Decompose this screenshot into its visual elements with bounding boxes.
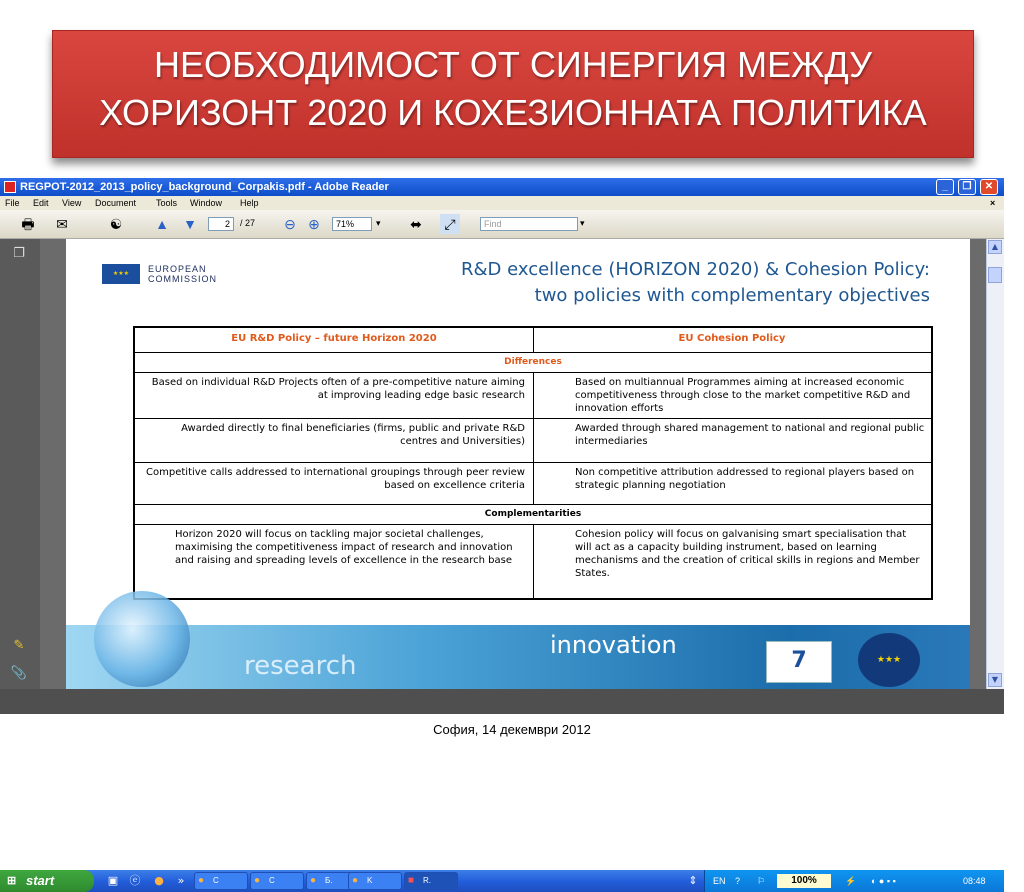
- fp7-logo: 7: [766, 641, 832, 683]
- tray-icons[interactable]: ◐ ● ▪ ▪: [871, 876, 896, 886]
- footer-word-research: research: [244, 651, 357, 681]
- taskbar-scroll-icon[interactable]: ⇕: [688, 874, 698, 887]
- menu-window[interactable]: Window: [190, 198, 223, 208]
- quick-launch-firefox-icon[interactable]: ●: [154, 874, 164, 887]
- col2-header: EU Cohesion Policy: [678, 333, 786, 344]
- footer-banner: [66, 625, 970, 689]
- table-column-divider: [533, 524, 534, 600]
- attachments-icon[interactable]: 📎: [10, 666, 28, 681]
- quick-launch-word-icon[interactable]: ▣: [107, 874, 119, 887]
- table-divider: [135, 352, 931, 353]
- table-row-3-left: Competitive calls addressed to international groupings through peer review based on excellence criteria: [146, 467, 525, 491]
- scroll-up-icon[interactable]: ▲: [988, 240, 1002, 254]
- taskbar-item-label: R.: [423, 876, 431, 885]
- col1-header: EU R&D Policy – future Horizon 2020: [231, 333, 437, 344]
- menu-document[interactable]: Document: [95, 198, 137, 208]
- page-number-input[interactable]: 2: [208, 217, 234, 231]
- page-title-line1: R&D excellence (HORIZON 2020) & Cohesion Policy:: [460, 259, 930, 280]
- fit-width-icon[interactable]: ⬌: [410, 216, 422, 232]
- previous-page-icon[interactable]: ▲: [155, 216, 169, 232]
- system-tray: [704, 870, 1004, 892]
- slide-title-line2: ХОРИЗОНТ 2020 И КОХЕЗИОННАТА ПОЛИТИКА: [99, 92, 927, 133]
- print-icon[interactable]: 🖶: [21, 216, 35, 232]
- table-divider: [135, 504, 931, 505]
- menu-file[interactable]: File: [5, 198, 20, 208]
- collaborate-icon[interactable]: ☯: [109, 216, 123, 232]
- firefox-icon: ●: [352, 875, 359, 886]
- firefox-icon: ●: [198, 875, 205, 886]
- window-title: REGPOT-2012_2013_policy_background_Corpakis.pdf - Adobe Reader: [20, 181, 389, 193]
- windows-logo-icon: ⊞: [7, 875, 17, 887]
- find-input[interactable]: Find: [480, 217, 578, 231]
- find-dropdown-icon[interactable]: ▾: [580, 218, 585, 228]
- taskbar-item-label: C: [269, 876, 275, 885]
- complementarities-label: Complementarities: [484, 509, 582, 519]
- battery-indicator[interactable]: 100%: [777, 874, 831, 888]
- taskbar-item-label: C: [213, 876, 219, 885]
- power-plug-icon[interactable]: ⚡: [845, 876, 857, 886]
- windows-taskbar: [0, 870, 1004, 892]
- firefox-icon: ●: [310, 875, 317, 886]
- clock: 08:48: [963, 876, 986, 886]
- innovation-union-logo: ★★★: [858, 633, 920, 687]
- zoom-level-select[interactable]: 71%: [332, 217, 372, 231]
- table-row-1-right: Based on multiannual Programmes aiming at increased economic competitiveness through close to the market competitive R&D and innovation efforts: [575, 377, 911, 414]
- start-label: start: [26, 873, 55, 888]
- page-total-label: / 27: [240, 218, 256, 228]
- taskbar-item-label: Б.: [325, 876, 333, 885]
- table-column-divider: [533, 372, 534, 504]
- firefox-icon: ●: [254, 875, 261, 886]
- table-row-2-left: Awarded directly to final beneficiaries (firms, public and private R&D centres and Universities): [181, 423, 525, 447]
- document-pane: [40, 239, 986, 689]
- slide-title-line1: НЕОБХОДИМОСТ ОТ СИНЕРГИЯ МЕЖДУ: [153, 44, 873, 85]
- taskbar-item[interactable]: [250, 872, 304, 890]
- close-button[interactable]: ✕: [980, 179, 998, 195]
- taskbar-item-active[interactable]: [404, 872, 458, 890]
- window-titlebar: [0, 178, 1004, 196]
- footer-word-innovation: innovation: [550, 631, 677, 659]
- zoom-dropdown-icon[interactable]: ▾: [376, 218, 381, 228]
- email-icon[interactable]: ✉: [56, 216, 68, 232]
- restore-button[interactable]: ❐: [958, 179, 976, 195]
- slide-caption: София, 14 декември 2012: [433, 722, 591, 737]
- navigation-panel: [0, 239, 40, 689]
- globe-graphic: [94, 591, 190, 687]
- adobe-reader-icon: ■: [408, 875, 415, 886]
- table-row-3-right: Non competitive attribution addressed to regional players based on strategic planning negotiation: [575, 467, 915, 491]
- logo-line1: EUROPEAN: [148, 264, 207, 274]
- menu-help[interactable]: Help: [240, 198, 259, 208]
- pages-icon[interactable]: ❐: [13, 246, 25, 261]
- taskbar-item[interactable]: [348, 872, 402, 890]
- logo-line2: COMMISSION: [148, 274, 218, 284]
- doc-close-button[interactable]: ×: [990, 198, 996, 208]
- menu-bar: [0, 196, 1004, 210]
- comparison-table: [133, 326, 933, 600]
- menu-tools[interactable]: Tools: [156, 198, 178, 208]
- quick-launch-more-icon[interactable]: »: [177, 874, 185, 887]
- complementarity-left: Horizon 2020 will focus on tackling major societal challenges, maximising the competitiveness impact of research and innovation and raising and spreading levels of excellence in the research base: [175, 529, 513, 566]
- table-row-2-right: Awarded through shared management to national and regional public intermediaries: [575, 423, 925, 447]
- help-icon[interactable]: ?: [735, 876, 741, 886]
- menu-view[interactable]: View: [62, 198, 82, 208]
- zoom-in-icon[interactable]: ⊕: [308, 216, 320, 232]
- taskbar-item-label: K: [367, 876, 373, 885]
- toolbar: [0, 210, 1004, 239]
- zoom-out-icon[interactable]: ⊖: [284, 216, 296, 232]
- menu-edit[interactable]: Edit: [33, 198, 49, 208]
- start-button[interactable]: [0, 870, 94, 892]
- fit-page-icon[interactable]: ⤢: [440, 214, 460, 234]
- pdf-page: [66, 239, 970, 689]
- quick-launch-ie-icon[interactable]: ⓔ: [129, 874, 141, 887]
- comments-icon[interactable]: ✎: [13, 638, 25, 653]
- page-title-line2: two policies with complementary objectives: [534, 285, 930, 306]
- differences-label: Differences: [504, 357, 562, 367]
- complementarity-right: Cohesion policy will focus on galvanising smart specialisation that will act as a capacity building instrument, based on learning mechanisms and the creation of critical skills in regions and Member States.: [575, 529, 920, 579]
- table-row-1-left: Based on individual R&D Projects often of a pre-competitive nature aiming at improving leading edge basic research: [151, 377, 525, 401]
- eu-flag-icon: ★★★: [102, 264, 140, 284]
- minimize-button[interactable]: _: [936, 179, 954, 195]
- adobe-reader-icon: [4, 181, 16, 193]
- taskbar-item[interactable]: [194, 872, 248, 890]
- network-icon[interactable]: ⚐: [757, 876, 766, 886]
- scroll-down-icon[interactable]: ▼: [988, 673, 1002, 687]
- scroll-thumb[interactable]: [988, 267, 1002, 283]
- slide-title-banner: [52, 30, 974, 158]
- vertical-scrollbar[interactable]: [986, 239, 1004, 689]
- next-page-icon[interactable]: ▼: [183, 216, 197, 232]
- language-indicator[interactable]: EN: [713, 876, 726, 886]
- table-column-divider: [533, 328, 534, 352]
